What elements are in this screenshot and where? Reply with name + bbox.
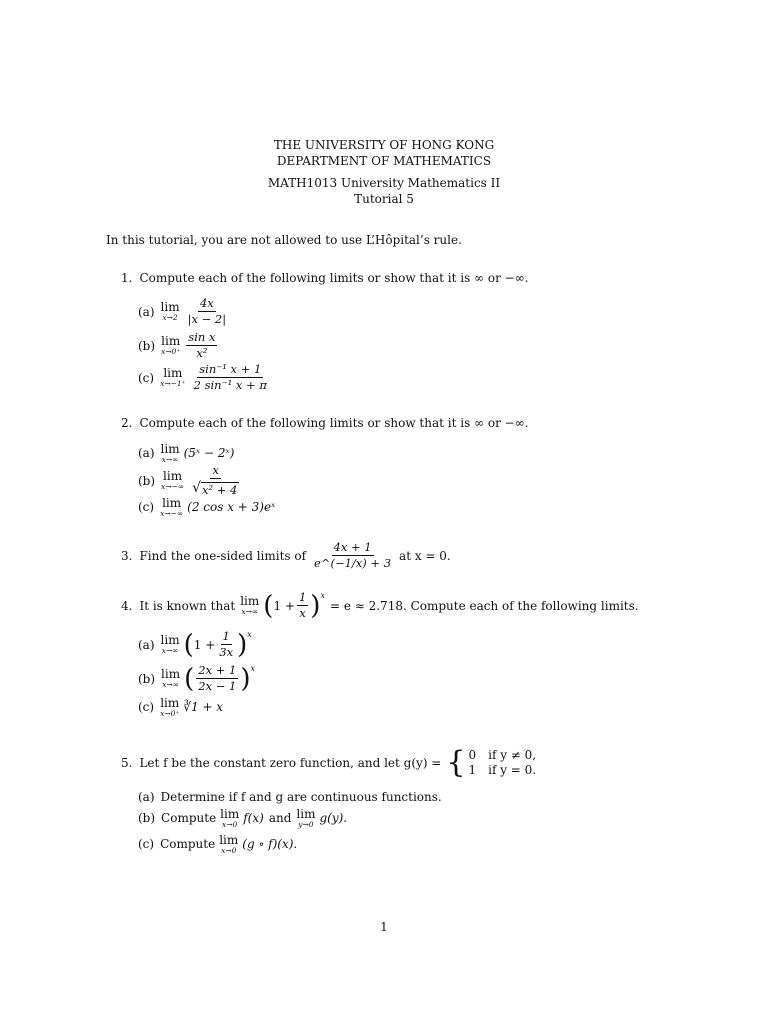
q1-part-a bbox=[138, 297, 230, 326]
question-text: It is known that bbox=[139, 598, 236, 613]
q2-part-b bbox=[138, 464, 243, 497]
right-paren: ) bbox=[310, 590, 321, 621]
expression: (2 cos x + 3)eˣ bbox=[187, 500, 276, 515]
question-text: Compute each of the following limits or show that it is ∞ or −∞. bbox=[139, 416, 529, 430]
part-label: (c) bbox=[138, 500, 155, 515]
part-label: (b) bbox=[138, 671, 156, 686]
denominator: |x − 2| bbox=[187, 312, 227, 327]
question-number: 3. bbox=[121, 548, 133, 563]
limit-subscript: x→−∞ bbox=[160, 509, 184, 518]
limit-subscript: x→∞ bbox=[162, 680, 179, 690]
question-4: 4. It is known that lim x→∞ ( 1 + $\frac{1}{x}$ ) x = e ≈ 2.718. Compute each of the following limits. bbox=[121, 590, 639, 621]
limit-operator: lim x→2 bbox=[160, 300, 180, 323]
part-label: (b) bbox=[138, 338, 156, 353]
q4-part-b: (b) lim x→∞ ( $\frac{2x + 1}{2x - 1}$ ) x bbox=[138, 663, 256, 694]
case-value: 1 bbox=[468, 763, 477, 777]
case-condition: if y = 0. bbox=[488, 763, 537, 777]
case-value: 0 bbox=[468, 748, 477, 762]
fraction bbox=[217, 630, 235, 659]
question-text-tail: = e ≈ 2.718. Compute each of the following limits. bbox=[329, 598, 639, 613]
numerator: sin⁻¹ x + 1 bbox=[197, 363, 263, 378]
expression: (5ˣ − 2ˣ) bbox=[183, 446, 235, 461]
limit-subscript: y→0 bbox=[298, 820, 314, 829]
fraction bbox=[196, 664, 238, 693]
limit-operator: lim y→0 bbox=[296, 807, 316, 829]
q5-part-a bbox=[138, 790, 442, 804]
limit-operator: lim x→∞ bbox=[240, 594, 260, 617]
question-number: 4. bbox=[121, 598, 133, 613]
limit-subscript: x→∞ bbox=[241, 607, 259, 617]
limit-operator: lim x→0 bbox=[219, 833, 239, 855]
course-title: MATH1013 University Mathematics II bbox=[267, 176, 501, 190]
denominator: 2x − 1 bbox=[198, 679, 237, 694]
fraction bbox=[186, 331, 217, 360]
limit-operator: lim x→∞ bbox=[160, 633, 180, 656]
q2-part-a bbox=[138, 443, 234, 464]
q4-part-c bbox=[138, 697, 223, 718]
part-label: (c) bbox=[138, 370, 155, 385]
left-paren: ( bbox=[183, 629, 194, 660]
part-text: Compute bbox=[161, 811, 217, 826]
limit-operator: lim x→0 bbox=[220, 807, 240, 829]
limit-subscript: x→∞ bbox=[161, 646, 179, 656]
course-block bbox=[0, 175, 768, 207]
square-root: √ x² + 4 bbox=[192, 480, 238, 498]
limit-operator: lim x→−∞ bbox=[160, 496, 184, 518]
limit-subscript: x→0⁺ bbox=[160, 709, 180, 718]
expression: ∛1 + x bbox=[183, 700, 224, 715]
denominator: x² bbox=[196, 346, 208, 361]
conjunction-text: and bbox=[268, 811, 292, 826]
denominator: 2 sin⁻¹ x + π bbox=[193, 378, 267, 393]
fraction bbox=[312, 541, 393, 570]
part-label: (a) bbox=[138, 446, 155, 461]
q4-part-a: (a) lim x→∞ ( 1 + $\frac{1}{3x}$ ) x bbox=[138, 629, 252, 660]
q1-part-c bbox=[138, 363, 271, 392]
part-label: (c) bbox=[138, 837, 155, 852]
question-2 bbox=[121, 416, 529, 430]
numerator: 4x + 1 bbox=[332, 541, 374, 556]
part-label: (b) bbox=[138, 811, 156, 826]
fraction bbox=[192, 363, 269, 392]
limit-subscript: x→0 bbox=[222, 820, 238, 829]
right-paren: ) bbox=[237, 629, 248, 660]
question-text: Compute each of the following limits or show that it is ∞ or −∞. bbox=[139, 271, 529, 285]
part-label: (b) bbox=[138, 473, 156, 488]
question-3 bbox=[121, 541, 451, 570]
page-number: 1 bbox=[380, 920, 388, 934]
limit-operator: lim x→0⁺ bbox=[160, 696, 180, 718]
case-condition: if y ≠ 0, bbox=[488, 748, 537, 762]
tutorial-title: Tutorial 5 bbox=[354, 192, 414, 206]
numerator: x bbox=[210, 464, 221, 479]
right-paren: ) bbox=[240, 663, 251, 694]
part-label: (a) bbox=[138, 637, 155, 652]
q5-part-b bbox=[138, 808, 347, 829]
part-text: Determine if f and g are continuous functions. bbox=[160, 790, 442, 804]
question-text: Find the one-sided limits of bbox=[139, 548, 307, 563]
question-number: 2. bbox=[121, 416, 133, 430]
left-brace: { bbox=[446, 745, 466, 780]
left-paren: ( bbox=[263, 590, 274, 621]
question-text-tail: at x = 0. bbox=[399, 548, 451, 563]
q1-part-b bbox=[138, 331, 219, 360]
denominator bbox=[190, 479, 241, 497]
limit-subscript: x→−1⁺ bbox=[160, 379, 186, 389]
part-label: (a) bbox=[138, 304, 155, 319]
limit-subscript: x→0⁺ bbox=[161, 347, 181, 357]
fraction bbox=[186, 297, 229, 326]
question-number: 1. bbox=[121, 271, 133, 285]
part-text: Compute bbox=[160, 837, 216, 852]
expression: g(y). bbox=[319, 811, 348, 826]
q2-part-c bbox=[138, 497, 275, 518]
part-label: (c) bbox=[138, 700, 155, 715]
intro-text: In this tutorial, you are not allowed to use L’Hôpital’s rule. bbox=[106, 233, 462, 247]
part-label: (a) bbox=[138, 790, 155, 804]
q5-part-c bbox=[138, 834, 297, 855]
limit-operator: lim x→−∞ bbox=[161, 469, 185, 492]
limit-subscript: x→−∞ bbox=[161, 482, 185, 492]
limit-subscript: x→0 bbox=[221, 846, 237, 855]
limit-operator: lim x→∞ bbox=[160, 442, 180, 464]
header-block bbox=[0, 137, 768, 169]
limit-operator: lim x→0⁺ bbox=[161, 334, 181, 357]
expression: f(x) bbox=[243, 811, 264, 826]
question-1 bbox=[121, 271, 529, 285]
university-title: THE UNIVERSITY OF HONG KONG bbox=[273, 138, 495, 152]
limit-subscript: x→2 bbox=[162, 313, 178, 323]
department-title: DEPARTMENT OF MATHEMATICS bbox=[276, 154, 492, 168]
limit-operator: lim x→∞ bbox=[161, 667, 181, 690]
denominator: 3x bbox=[219, 645, 234, 660]
numerator: 2x + 1 bbox=[196, 664, 238, 679]
numerator: 4x bbox=[198, 297, 216, 312]
numerator: sin x bbox=[186, 331, 217, 346]
question-5 bbox=[121, 745, 537, 780]
question-text: Let f be the constant zero function, and let g(y) = bbox=[139, 756, 442, 770]
question-number: 5. bbox=[121, 756, 133, 770]
piecewise-cases bbox=[468, 748, 536, 778]
limit-operator: lim x→−1⁺ bbox=[160, 366, 186, 389]
radicand: x² + 4 bbox=[202, 483, 238, 498]
numerator: 1 bbox=[221, 630, 232, 645]
expression: (g ∘ f)(x). bbox=[242, 837, 298, 852]
denominator: e^(−1/x) + 3 bbox=[314, 556, 392, 571]
fraction bbox=[190, 464, 241, 497]
limit-subscript: x→∞ bbox=[161, 455, 179, 464]
left-paren: ( bbox=[184, 663, 195, 694]
fraction: $\frac{1}{x}$ bbox=[298, 590, 307, 621]
